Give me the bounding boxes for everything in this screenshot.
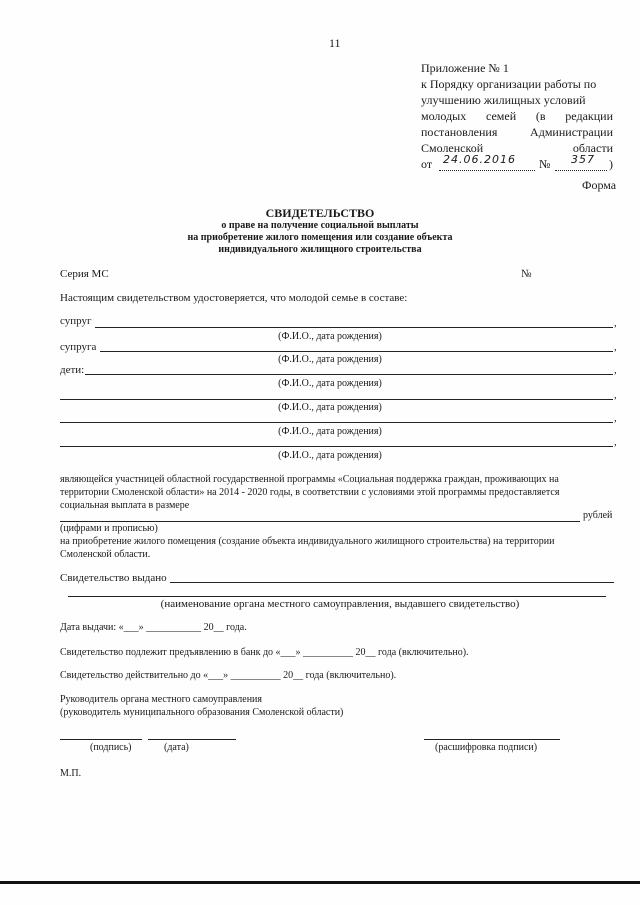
amount-field: [60, 521, 580, 522]
annex-line-3: молодых семей (в редакции: [421, 109, 613, 123]
date-caption: (дата): [164, 742, 189, 753]
purpose-text-2: Смоленской области.: [60, 549, 151, 560]
spouse-f-caption: (Ф.И.О., дата рождения): [278, 354, 382, 365]
purpose-text-1: на приобретение жилого помещения (создание объекта индивидуального жилищного строительства) на территории: [60, 536, 555, 547]
form-label: Форма: [582, 178, 617, 192]
annex-block: [421, 60, 613, 172]
child-3-field: [60, 422, 613, 423]
annex-title: Приложение № 1: [421, 61, 509, 75]
spouse-m-label: супруг: [60, 315, 92, 327]
head-title-2: (руководитель муниципального образования Смоленской области): [60, 707, 344, 718]
decoding-field: [424, 739, 560, 740]
issued-by-field-2: [68, 596, 606, 597]
issuer-caption: (наименование органа местного самоуправления, выдавшего свидетельство): [160, 598, 520, 610]
child-2-caption: (Ф.И.О., дата рождения): [278, 402, 382, 413]
child-1-caption: (Ф.И.О., дата рождения): [278, 378, 382, 389]
spouse-f-label: супруга: [60, 341, 97, 353]
program-text-2: территории Смоленской области» на 2014 - 2020 годы, в соответствии с условиями этой программы предоставляется: [60, 487, 560, 498]
annex-date-prefix: от: [421, 157, 433, 171]
child-1-field: [85, 374, 613, 375]
bank-deadline: Свидетельство подлежит предъявлению в банк до «___» __________ 20__ года (включительно).: [60, 647, 469, 658]
annex-line-5: Смоленской области: [421, 141, 613, 155]
rubles-label: рублей: [583, 510, 613, 521]
annex-line-2: улучшению жилищных условий: [421, 93, 586, 107]
decoding-caption: (расшифровка подписи): [435, 742, 538, 753]
document-title: СВИДЕТЕЛЬСТВО: [265, 206, 375, 220]
spouse-m-caption: (Ф.И.О., дата рождения): [278, 331, 382, 342]
annex-number-handwritten: 357: [571, 153, 595, 166]
children-label: дети:: [60, 364, 85, 376]
date-field: [148, 739, 236, 740]
intro-text: Настоящим свидетельством удостоверяется, что молодой семье в составе:: [60, 292, 408, 304]
stamp-label: М.П.: [60, 768, 82, 779]
child-4-caption: (Ф.И.О., дата рождения): [278, 450, 382, 461]
annex-date-handwritten: 24.06.2016: [443, 153, 516, 166]
annex-date-line: от 24.06.2016 № 357 ): [421, 153, 613, 171]
valid-until: Свидетельство действительно до «___» __________ 20__ года (включительно).: [60, 670, 397, 681]
series-label: Серия МС: [60, 268, 109, 280]
annex-number-sign: №: [539, 157, 551, 171]
annex-line-1: к Порядку организации работы по: [421, 77, 597, 91]
amount-caption: (цифрами и прописью): [60, 523, 158, 534]
child-4-field: [60, 446, 613, 447]
program-text-3: социальная выплата в размере: [60, 500, 190, 511]
issue-date: Дата выдачи: «___» ___________ 20__ года.: [60, 622, 247, 633]
child-3-caption: (Ф.И.О., дата рождения): [278, 426, 382, 437]
child-2-field: [60, 399, 613, 400]
subtitle-3: индивидуального жилищного строительства: [218, 244, 422, 255]
issued-by-label: Свидетельство выдано: [60, 572, 167, 584]
spouse-m-field: [95, 327, 613, 328]
signature-caption: (подпись): [90, 742, 132, 753]
issued-by-field: [170, 582, 614, 583]
page-number: 11: [329, 36, 341, 50]
signature-field: [60, 739, 142, 740]
number-label: №: [521, 268, 532, 280]
subtitle-1: о праве на получение социальной выплаты: [221, 220, 419, 231]
scan-edge-line: [0, 881, 640, 884]
subtitle-2: на приобретение жилого помещения или создание объекта: [187, 232, 453, 243]
spouse-f-field: [100, 351, 613, 352]
annex-line-4: постановления Администрации: [421, 125, 613, 139]
head-title-1: Руководитель органа местного самоуправления: [60, 694, 262, 705]
program-text-1: являющейся участницей областной государственной программы «Социальная поддержка граждан, проживающих на: [60, 474, 559, 485]
